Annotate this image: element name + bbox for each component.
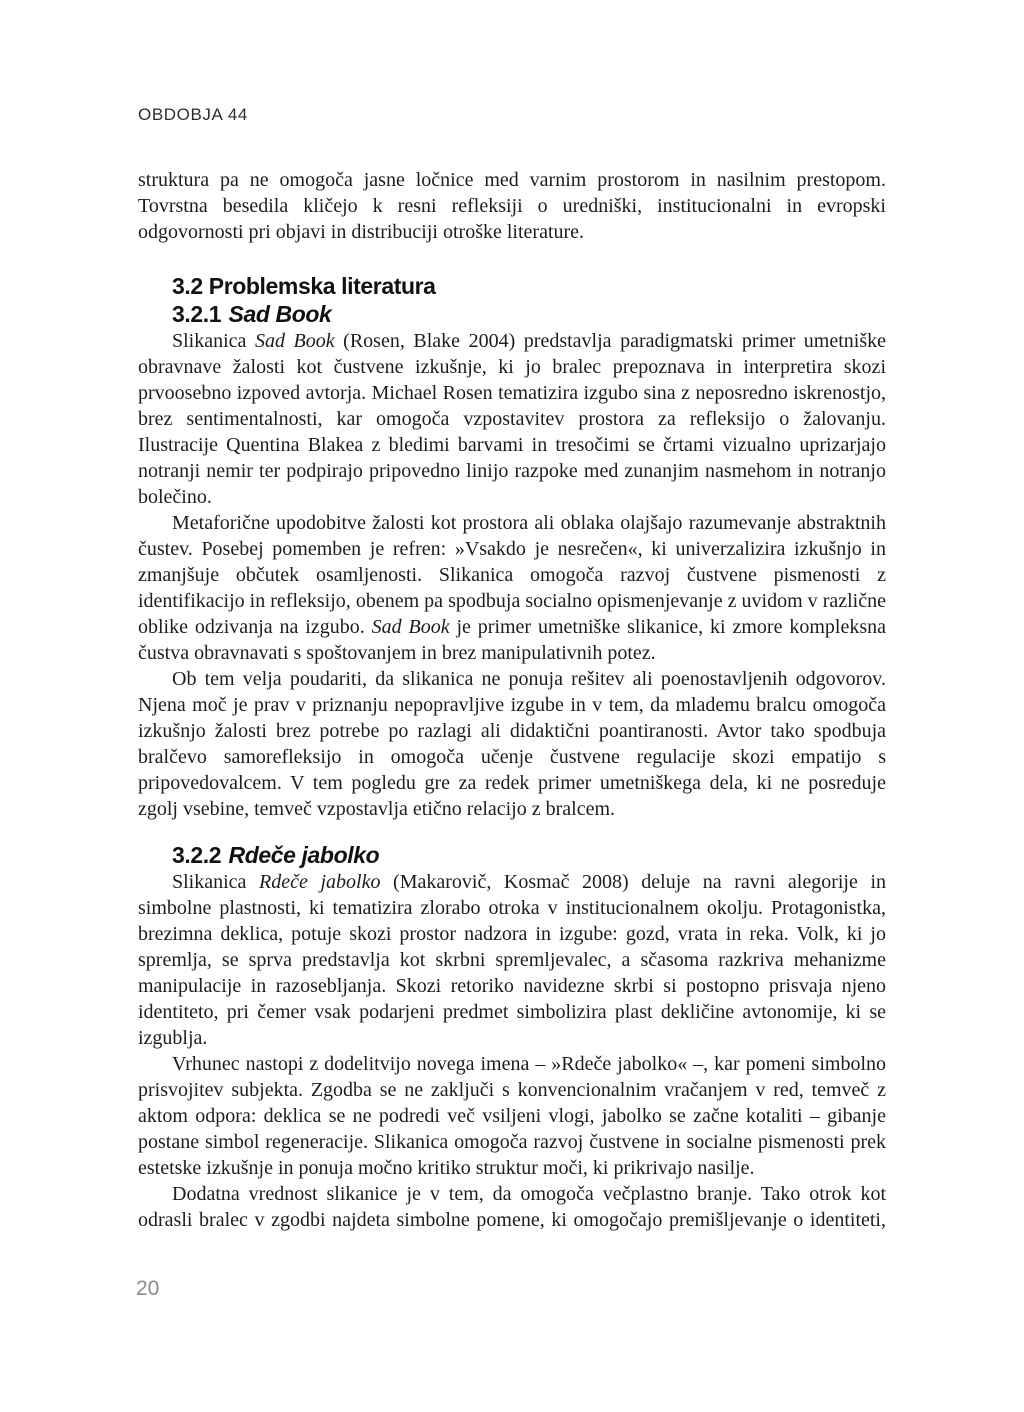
intro-paragraph: struktura pa ne omogoča jasne ločnice med varnim prostorom in nasilnim prestopom. Tovrstna besedila kličejo k resni refleksiji o uredniški, institucionalni in evropski odgovornosti pri objavi in distribuciji otroške literature. — [138, 169, 886, 243]
book-title-inline: Sad Book — [254, 330, 335, 352]
page-content — [138, 167, 886, 1233]
paragraph-rdece-jabolko-3: Dodatna vrednost slikanice je v tem, da omogoča večplastno branje. Tako otrok kot odrasli bralec v zgodbi najdeta simbolne pomene, ki omogočajo premišljevanje o identiteti, — [138, 1183, 886, 1231]
running-header: OBDOBJA 44 — [138, 105, 248, 124]
heading-title: Rdeče jabolko — [228, 842, 380, 868]
subsection-heading-sad-book — [138, 300, 886, 328]
heading-title: Sad Book — [228, 301, 332, 327]
paragraph-rdece-jabolko-2: Vrhunec nastopi z dodelitvijo novega imena – »Rdeče jabolko« –, kar pomeni simbolno prisvojitev subjekta. Zgodba se ne zaključi s konvencionalnim vračanjem v red, temveč z aktom odpora: deklica se ne podredi več vsiljeni vlogi, jabolko se začne kotaliti – gibanje postane simbol regeneracije. Slikanica omogoča razvoj čustvene in socialne pismenosti prek estetske izkušnje in ponuja močno kritiko struktur moči, ki prikrivajo nasilje. — [138, 1053, 886, 1179]
page-number: 20 — [136, 1277, 160, 1300]
paragraph-text: Metaforične upodobitve žalosti kot prostora ali oblaka olajšajo razumevanje abstraktnih čustev. Posebej pomemben je refren: »Vsakdo je nesrečen«, ki univerzalizira izkušnjo in zmanjšuje občutek osamljenosti. Slikanica omogoča razvoj čustvene pismenosti z identifikacijo in refleksijo, obenem pa spodbuja socialno opismenjevanje z uvidom v različne oblike odzivanja na izgubo. — [138, 512, 886, 638]
paragraph-sad-book-2 — [138, 510, 886, 666]
section-heading-problemska-literatura: 3.2 Problemska literatura — [172, 273, 436, 299]
paragraph-rdece-jabolko-1 — [138, 869, 886, 1051]
paragraph-text: (Makarovič, Kosmač 2008) deluje na ravni alegorije in simbolne plastnosti, ki tematizira zlorabo otroka v institucionalnem okolju. Protagonistka, brezimna deklica, potuje skozi prostor nadzora in izgube: gozd, vrata in reka. Volk, ki jo spremlja, se sprva predstavlja kot skrbni spremljevalec, a sčasoma razkriva mehanizme manipulacije in razosebljanja. Skozi retoriko navidezne skrbi si postopno prisvaja njeno identiteto, pri čemer vsak podarjeni predmet simbolizira plast dekličine avtonomije, ki se izgublja. — [138, 871, 886, 1049]
paragraph-sad-book-3: Ob tem velja poudariti, da slikanica ne ponuja rešitev ali poenostavljenih odgovorov. Njena moč je prav v priznanju nepopravljive izgube in v tem, da mlademu bralcu omogoča izkušnjo žalosti brez potrebe po razlagi ali didaktični poantiranosti. Avtor tako spodbuja bralčevo samorefleksijo in omogoča učenje čustvene regulacije skozi empatijo s pripovedovalcem. V tem pogledu gre za redek primer umetniškega dela, ki ne posreduje zgolj vsebine, temveč vzpostavlja etično relacijo z bralcem. — [138, 668, 886, 820]
paragraph-sad-book-1 — [138, 328, 886, 510]
book-title-inline: Sad Book — [371, 616, 450, 638]
heading-number: 3.2.1 — [172, 301, 222, 327]
paragraph-text: Slikanica — [172, 330, 255, 352]
subsection-heading-rdece-jabolko — [138, 841, 886, 869]
heading-number: 3.2.2 — [172, 842, 222, 868]
book-title-inline: Rdeče jabolko — [259, 871, 381, 893]
paragraph-text: je primer umetniške slikanice, ki zmore kompleksna čustva obravnavati s spoštovanjem in brez manipulativnih potez. — [138, 616, 886, 664]
paragraph-text: (Rosen, Blake 2004) predstavlja paradigmatski primer umetniške obravnave žalosti kot čustvene izkušnje, ki jo bralec prepoznava in interpretira skozi prvoosebno izpoved avtorja. Michael Rosen tematizira izgubo sina z neposredno iskrenostjo, brez sentimentalnosti, kar omogoča vzpostavitev prostora za refleksijo o žalovanju. Ilustracije Quentina Blakea z bledimi barvami in tresočimi se črtami vizualno uprizarjajo notranji nemir ter podpirajo pripovedno linijo razpoke med zunanjim nasmehom in notranjo bolečino. — [138, 330, 886, 508]
paragraph-text: Slikanica — [172, 871, 260, 893]
